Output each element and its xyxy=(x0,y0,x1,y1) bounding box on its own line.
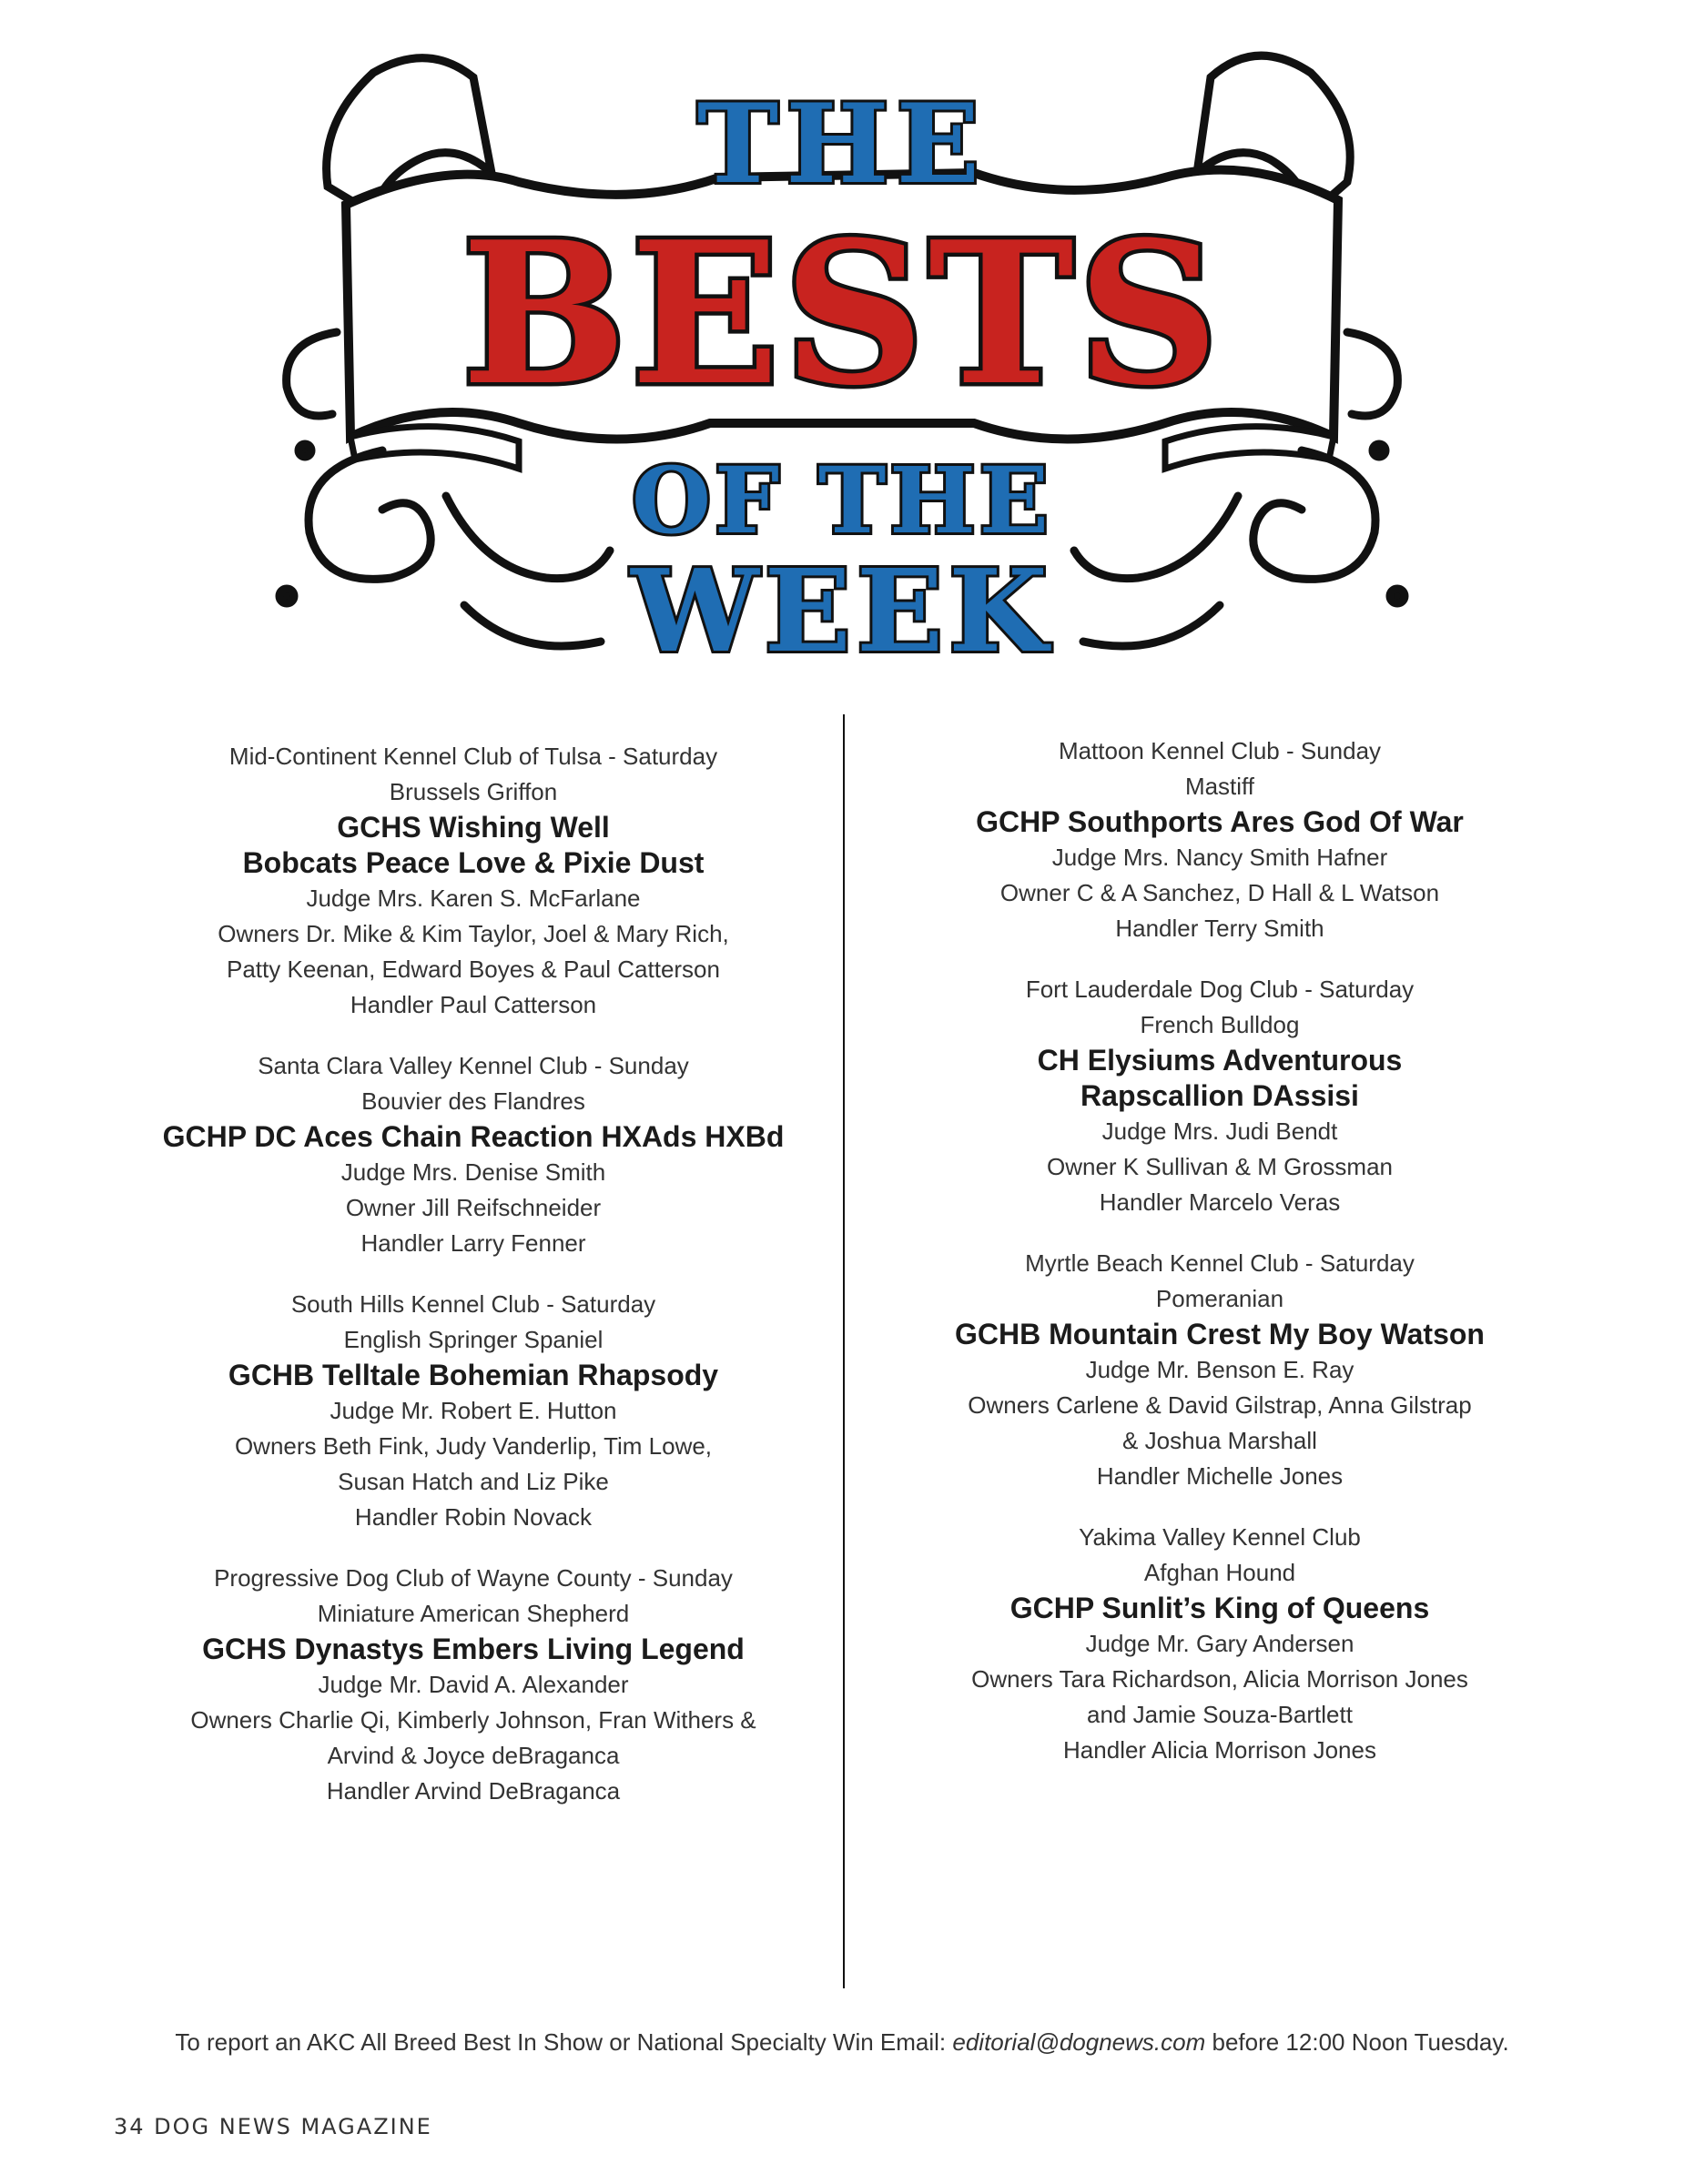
entry-detail: Handler Larry Fenner xyxy=(360,1229,586,1257)
breed-name: Afghan Hound xyxy=(1143,1559,1296,1586)
entry-detail: Judge Mrs. Nancy Smith Hafner xyxy=(1051,844,1388,871)
win-entry xyxy=(109,1561,837,1809)
entry-detail: Judge Mrs. Judi Bendt xyxy=(1101,1117,1338,1145)
dog-name: GCHB Mountain Crest My Boy Watson xyxy=(955,1318,1485,1350)
entry-detail: Judge Mr. David A. Alexander xyxy=(318,1671,629,1698)
entry-detail: Owners Tara Richardson, Alicia Morrison Jones xyxy=(971,1665,1468,1693)
entry-detail: Susan Hatch and Liz Pike xyxy=(338,1468,609,1495)
footer-post: before 12:00 Noon Tuesday. xyxy=(1205,2028,1509,2056)
left-column xyxy=(109,739,837,1835)
win-entry xyxy=(851,1246,1588,1494)
dog-name: GCHP DC Aces Chain Reaction HXAds HXBd xyxy=(162,1120,785,1153)
entry-detail: Handler Marcelo Veras xyxy=(1099,1188,1341,1216)
dog-name: GCHP Southports Ares God Of War xyxy=(976,805,1464,838)
entry-detail: Owners Dr. Mike & Kim Taylor, Joel & Mary Rich, xyxy=(218,920,729,947)
footer-note xyxy=(0,2028,1684,2057)
breed-name: Pomeranian xyxy=(1155,1285,1284,1312)
breed-name: French Bulldog xyxy=(1140,1011,1300,1038)
win-entry xyxy=(109,1048,837,1261)
entry-detail: Owners Beth Fink, Judy Vanderlip, Tim Lowe, xyxy=(234,1432,713,1460)
dog-name: GCHS Wishing Well xyxy=(337,811,610,844)
entry-detail: Handler Arvind DeBraganca xyxy=(326,1777,621,1805)
right-column xyxy=(851,733,1588,1794)
entry-detail: Arvind & Joyce deBraganca xyxy=(327,1742,620,1769)
win-entry xyxy=(851,733,1588,946)
entry-detail: Handler Alicia Morrison Jones xyxy=(1063,1736,1376,1764)
show-name: Mattoon Kennel Club - Sunday xyxy=(1058,737,1382,764)
show-name: Mid-Continent Kennel Club of Tulsa - Saturday xyxy=(228,743,718,770)
page-label: 34 DOG NEWS MAGAZINE xyxy=(114,2114,432,2139)
breed-name: Brussels Griffon xyxy=(389,778,558,805)
win-entry xyxy=(851,1520,1588,1768)
win-entry xyxy=(851,972,1588,1220)
entry-detail: Owner C & A Sanchez, D Hall & L Watson xyxy=(999,879,1440,906)
entry-detail: & Joshua Marshall xyxy=(1122,1427,1317,1454)
show-name: Santa Clara Valley Kennel Club - Sunday xyxy=(258,1052,689,1079)
logo-week: WEEK xyxy=(631,545,1053,678)
breed-name: Mastiff xyxy=(1184,773,1255,800)
dog-name: GCHS Dynastys Embers Living Legend xyxy=(202,1633,745,1665)
logo-the: THE xyxy=(696,80,988,208)
win-entry xyxy=(109,739,837,1023)
entry-detail: Judge Mrs. Denise Smith xyxy=(340,1158,606,1186)
show-name: South Hills Kennel Club - Saturday xyxy=(290,1290,656,1318)
show-name: Progressive Dog Club of Wayne County - Sunday xyxy=(214,1564,733,1592)
dog-name: Bobcats Peace Love & Pixie Dust xyxy=(242,846,705,879)
bests-of-the-week-logo xyxy=(246,23,1438,687)
footer-email-link[interactable]: editorial@dognews.com xyxy=(952,2028,1206,2056)
entry-detail: Patty Keenan, Edward Boyes & Paul Catterson xyxy=(227,956,720,983)
show-name: Myrtle Beach Kennel Club - Saturday xyxy=(1025,1249,1415,1277)
entry-detail: Judge Mrs. Karen S. McFarlane xyxy=(306,885,641,912)
entry-detail: Owners Charlie Qi, Kimberly Johnson, Fran Withers & xyxy=(190,1706,756,1734)
entry-detail: Owner K Sullivan & M Grossman xyxy=(1046,1153,1393,1180)
breed-name: Miniature American Shepherd xyxy=(317,1600,630,1627)
breed-name: English Springer Spaniel xyxy=(343,1326,604,1353)
entry-detail: Judge Mr. Benson E. Ray xyxy=(1085,1356,1354,1383)
breed-name: Bouvier des Flandres xyxy=(361,1087,585,1115)
show-name: Fort Lauderdale Dog Club - Saturday xyxy=(1025,976,1415,1003)
logo-bests: BESTS xyxy=(461,198,1223,429)
logo-of-the: OF THE xyxy=(631,447,1053,554)
dog-name: GCHP Sunlit’s King of Queens xyxy=(1009,1592,1430,1624)
win-entry xyxy=(109,1287,837,1535)
entry-detail: Handler Paul Catterson xyxy=(350,991,597,1018)
entry-detail: Owners Carlene & David Gilstrap, Anna Gilstrap xyxy=(968,1391,1472,1419)
dog-name: CH Elysiums Adventurous xyxy=(1037,1044,1403,1077)
dog-name: GCHB Telltale Bohemian Rhapsody xyxy=(228,1359,719,1391)
dog-name: Rapscallion DAssisi xyxy=(1080,1079,1359,1112)
footer-pre: To report an AKC All Breed Best In Show or National Specialty Win Email: xyxy=(175,2028,953,2056)
entry-detail: Judge Mr. Robert E. Hutton xyxy=(330,1397,617,1424)
entry-detail: Handler Terry Smith xyxy=(1115,915,1324,942)
entry-detail: Judge Mr. Gary Andersen xyxy=(1085,1630,1354,1657)
show-name: Yakima Valley Kennel Club xyxy=(1079,1523,1361,1551)
column-divider xyxy=(843,714,845,1988)
entry-detail: Owner Jill Reifschneider xyxy=(345,1194,602,1221)
entry-detail: Handler Robin Novack xyxy=(354,1503,593,1531)
entry-detail: Handler Michelle Jones xyxy=(1096,1462,1344,1490)
entry-detail: and Jamie Souza-Bartlett xyxy=(1087,1701,1353,1728)
